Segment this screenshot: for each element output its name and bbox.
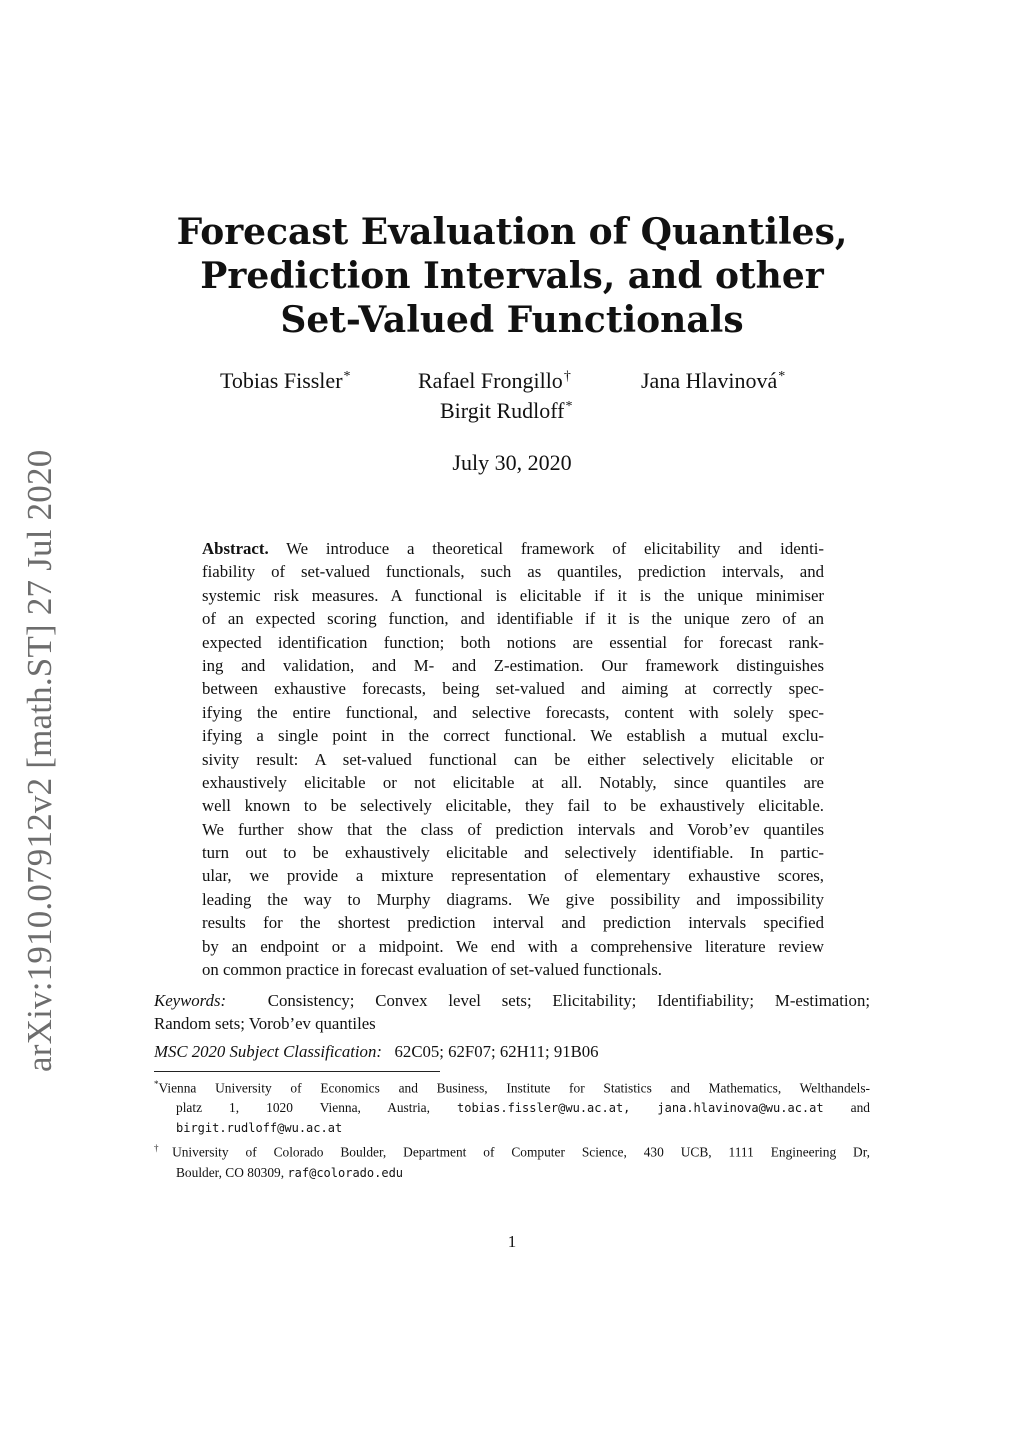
msc-classification	[154, 1042, 599, 1062]
author	[440, 398, 572, 424]
paper-title	[150, 210, 874, 342]
abstract-line: expected identification function; both notions are essential for forecast rank-	[202, 632, 824, 652]
arxiv-identifier-stamp: arXiv:1910.07912v2 [math.ST] 27 Jul 2020	[20, 449, 59, 1072]
author-name: Rafael Frongillo	[418, 368, 563, 393]
title-line: Set-Valued Functionals	[280, 299, 744, 341]
abstract-line: by an endpoint or a midpoint. We end with a comprehensive literature review	[202, 936, 824, 956]
email-link[interactable]: jana.hlavinova@wu.ac.at	[657, 1101, 824, 1116]
email-link[interactable]: birgit.rudloff@wu.ac.at	[176, 1121, 343, 1136]
abstract-line: ular, we provide a mixture representation of elementary exhaustive scores,	[202, 866, 824, 886]
footnote-line: *Vienna University of Economics and Business, Institute for Statistics and Mathematics, Welthandels-	[154, 1079, 870, 1096]
abstract-line: between exhaustive forecasts, being set-valued and aiming at correctly spec-	[202, 679, 824, 699]
author	[641, 368, 785, 394]
abstract-line: sivity result: A set-valued functional can be either selectively elicitable or	[202, 749, 824, 769]
email-link[interactable]: raf@colorado.edu	[287, 1165, 404, 1180]
footnote-line	[154, 1118, 870, 1138]
author	[418, 368, 571, 394]
keywords-label: Keywords:	[154, 991, 227, 1010]
abstract-line: We further show that the class of prediction intervals and Vorob’ev quantiles	[202, 819, 824, 839]
footnotes	[154, 1074, 870, 1183]
author-affiliation-mark: *	[778, 368, 786, 384]
abstract-line: ifying the entire functional, and selective forecasts, content with solely spec-	[202, 702, 824, 722]
abstract	[202, 537, 824, 981]
title-line: Prediction Intervals, and other	[200, 255, 824, 297]
footnote-mark: *	[154, 1079, 159, 1089]
footnote-line: Boulder, CO 80309, raf@colorado.edu	[176, 1164, 404, 1180]
author-list	[0, 368, 1024, 448]
title-line: Forecast Evaluation of Quantiles,	[176, 211, 848, 253]
footnote-rule	[154, 1071, 440, 1072]
email-link[interactable]: tobias.fissler@wu.ac.at,	[457, 1101, 631, 1116]
abstract-line: well known to be selectively elicitable, they fail to be exhaustively elicitable.	[202, 796, 824, 816]
abstract-line: on common practice in forecast evaluation of set-valued functionals.	[202, 960, 662, 980]
author-affiliation-mark: *	[565, 398, 573, 414]
publication-date: July 30, 2020	[452, 450, 572, 475]
footnote	[154, 1074, 870, 1138]
keywords-line: Random sets; Vorob’ev quantiles	[154, 1014, 376, 1033]
author-name: Tobias Fissler	[220, 368, 343, 393]
abstract-line: exhaustively elicitable or not elicitable at all. Notably, since quantiles are	[202, 772, 824, 792]
author-affiliation-mark: *	[343, 368, 351, 384]
abstract-line: of an expected scoring function, and identifiable if it is the unique zero of an	[202, 609, 824, 629]
abstract-line: ing and validation, and M- and Z-estimation. Our framework distinguishes	[202, 655, 824, 675]
footnote-line: †University of Colorado Boulder, Department of Computer Science, 430 UCB, 1111 Engineering Dr,	[154, 1143, 870, 1160]
abstract-line: ifying a single point in the correct functional. We establish a mutual exclu-	[202, 726, 824, 746]
abstract-label: Abstract.	[202, 539, 269, 558]
author-name: Birgit Rudloff	[440, 398, 565, 423]
author-name: Jana Hlavinová	[641, 368, 778, 393]
keywords	[154, 989, 870, 1035]
page-number: 1	[507, 1232, 517, 1251]
abstract-line: systemic risk measures. A functional is elicitable if it is the unique minimiser	[202, 585, 824, 605]
abstract-line: leading the way to Murphy diagrams. We give possibility and impossibility	[202, 889, 824, 909]
footnote	[154, 1138, 870, 1182]
abstract-line: turn out to be exhaustively elicitable and selectively identifiable. In partic-	[202, 843, 824, 863]
msc-codes: 62C05; 62F07; 62H11; 91B06	[394, 1042, 599, 1061]
author	[220, 368, 351, 394]
msc-label: MSC 2020 Subject Classification:	[154, 1042, 382, 1061]
abstract-line: results for the shortest prediction interval and prediction intervals specified	[202, 913, 824, 933]
abstract-line: Abstract. We introduce a theoretical framework of elicitability and identi-	[202, 539, 824, 558]
author-affiliation-mark: †	[563, 368, 571, 384]
abstract-line: fiability of set-valued functionals, such as quantiles, prediction intervals, and	[202, 562, 824, 582]
keywords-line: Keywords: Consistency; Convex level sets; Elicitability; Identifiability; M-estimation;	[154, 991, 871, 1010]
footnote-mark: †	[154, 1143, 173, 1154]
footnote-line: platz 1, 1020 Vienna, Austria, tobias.fissler@wu.ac.at, jana.hlavinova@wu.ac.at and	[176, 1100, 870, 1116]
